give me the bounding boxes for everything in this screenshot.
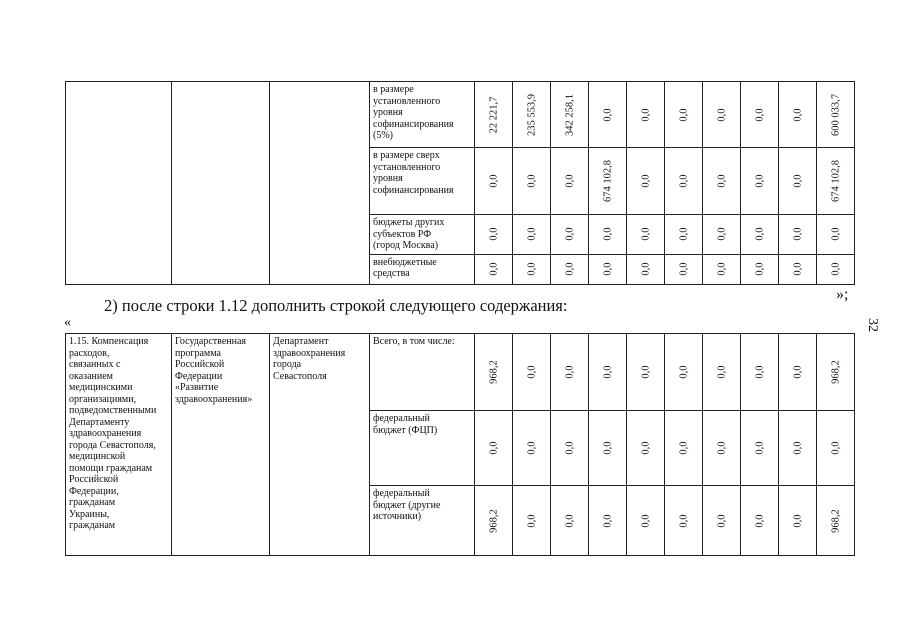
value-text: 0,0 [640,365,651,379]
value-cell [475,254,513,284]
value-cell [513,82,551,148]
value-text: 0,0 [716,513,727,528]
value-cell [589,82,627,148]
value-cell [741,82,779,148]
new-row-table [65,333,855,556]
value-text: 0,0 [754,227,765,241]
value-cell [627,486,665,556]
amendment-heading: 2) после строки 1.12 дополнить строкой следующего содержания: [104,296,568,315]
value-cell [513,254,551,284]
value-text: 0,0 [602,262,613,276]
value-cell [817,82,855,148]
value-cell [589,215,627,255]
value-text: 0,0 [792,365,803,379]
value-cell [665,411,703,486]
value-text: 0,0 [716,365,727,379]
value-text: 0,0 [564,513,575,528]
value-cell [475,215,513,255]
value-text: 0,0 [564,227,575,241]
value-text: 22 221,7 [488,96,499,133]
value-text: 0,0 [640,107,651,122]
value-text: 600 033,7 [830,93,841,136]
value-cell [703,334,741,411]
value-cell [589,334,627,411]
value-cell [817,215,855,255]
value-cell [551,411,589,486]
value-text: 0,0 [602,513,613,528]
table-row [66,334,855,411]
value-cell [475,486,513,556]
value-cell [589,148,627,215]
value-cell [817,148,855,215]
value-cell [551,82,589,148]
value-cell [741,334,779,411]
value-cell [703,486,741,556]
cell-text: внебюджетные средства [373,256,437,279]
continuation-table [65,81,855,285]
value-text: 0,0 [792,174,803,188]
value-text: 0,0 [602,227,613,241]
value-cell [703,411,741,486]
value-text: 0,0 [792,262,803,276]
value-text: 0,0 [526,227,537,241]
value-text: 0,0 [488,227,499,241]
value-cell [627,82,665,148]
value-cell [627,254,665,284]
value-cell [665,254,703,284]
value-text: 0,0 [678,107,689,122]
source-label [370,254,475,284]
executor-cell [270,82,370,285]
source-label [370,148,475,215]
cell-text: Всего, в том числе: [373,336,455,347]
source-label [370,215,475,255]
value-cell [703,148,741,215]
value-cell [703,82,741,148]
source-label [370,82,475,148]
closing-quote: »; [836,286,849,303]
value-cell [627,334,665,411]
value-cell [513,334,551,411]
value-text: 0,0 [564,441,575,455]
value-cell [665,148,703,215]
value-text: 0,0 [754,262,765,276]
value-cell [741,411,779,486]
value-text: 0,0 [602,365,613,379]
value-cell [779,82,817,148]
value-cell [817,486,855,556]
value-cell [779,254,817,284]
value-cell [475,148,513,215]
value-text: 0,0 [640,174,651,188]
value-text: 0,0 [830,262,841,276]
value-text: 968,2 [830,360,841,384]
value-text: 0,0 [716,174,727,188]
value-text: 0,0 [678,441,689,455]
value-text: 0,0 [526,513,537,528]
value-cell [627,411,665,486]
value-cell [589,486,627,556]
value-text: 0,0 [678,513,689,528]
value-text: 0,0 [716,262,727,276]
cell-text: Департамент здравоохранения города Севастополя [273,336,346,382]
value-cell [817,254,855,284]
value-text: 0,0 [754,107,765,122]
cell-text: федеральный бюджет (другие источники) [373,488,441,522]
source-label [370,411,475,486]
program-cell [172,334,270,556]
measure-cell [66,334,172,556]
value-cell [589,254,627,284]
table-row [66,82,855,148]
page-number: 32 [865,318,880,332]
value-cell [551,254,589,284]
value-cell [703,215,741,255]
value-cell [589,411,627,486]
value-text: 0,0 [640,441,651,455]
value-cell [513,215,551,255]
value-cell [779,215,817,255]
value-cell [741,148,779,215]
program-cell [66,82,172,285]
value-cell [665,215,703,255]
value-cell [779,411,817,486]
value-cell [741,254,779,284]
value-text: 0,0 [716,107,727,122]
source-label [370,334,475,411]
value-text: 0,0 [754,513,765,528]
value-cell [551,215,589,255]
value-text: 0,0 [716,441,727,455]
cell-text: в размере установленного уровня софинансирования (5%) [373,84,454,141]
opening-quote: « [64,315,71,330]
program-name-cell [172,82,270,285]
value-text: 0,0 [792,441,803,455]
value-cell [475,411,513,486]
value-text: 0,0 [564,174,575,188]
value-cell [741,215,779,255]
value-cell [513,148,551,215]
value-cell [475,82,513,148]
value-text: 0,0 [792,107,803,122]
value-cell [475,334,513,411]
value-text: 0,0 [488,441,499,455]
value-text: 0,0 [792,513,803,528]
value-cell [551,148,589,215]
cell-text: в размере сверх установленного уровня софинансирования [373,150,454,196]
value-text: 0,0 [488,262,499,276]
value-text: 0,0 [488,174,499,188]
value-text: 342 258,1 [564,93,575,136]
value-text: 0,0 [526,365,537,379]
cell-text: Государственная программа Российской Федерации «Развитие здравоохранения» [175,336,253,405]
value-cell [627,215,665,255]
value-text: 0,0 [602,441,613,455]
value-cell [627,148,665,215]
value-text: 0,0 [830,227,841,241]
cell-text: бюджеты других субъектов РФ (город Москва) [373,217,445,251]
value-cell [741,486,779,556]
value-text: 968,2 [488,360,499,384]
value-text: 0,0 [602,107,613,122]
value-text: 0,0 [678,227,689,241]
source-label [370,486,475,556]
value-cell [513,411,551,486]
value-cell [779,486,817,556]
value-text: 968,2 [830,508,841,533]
value-text: 674 102,8 [602,160,613,202]
value-text: 674 102,8 [830,160,841,202]
value-text: 0,0 [678,262,689,276]
value-cell [817,411,855,486]
value-text: 0,0 [526,262,537,276]
value-text: 0,0 [526,441,537,455]
value-text: 0,0 [640,227,651,241]
value-text: 0,0 [792,227,803,241]
value-cell [665,486,703,556]
value-text: 0,0 [754,365,765,379]
value-text: 0,0 [716,227,727,241]
cell-text: 1.15. Компенсация расходов, связанных с оказанием медицинскими организациями, подведомственными Департаменту здравоохранения города Севастополя, медицинской помощи гражданам Российской Федерации, гражданам Украины, гражданам [69,336,157,531]
value-cell [817,334,855,411]
value-cell [665,82,703,148]
value-cell [779,334,817,411]
cell-text: федеральный бюджет (ФЦП) [373,413,438,436]
value-cell [703,254,741,284]
value-cell [551,486,589,556]
value-cell [513,486,551,556]
value-text: 0,0 [754,441,765,455]
value-text: 235 553,9 [526,93,537,136]
value-text: 0,0 [564,262,575,276]
value-text: 0,0 [564,365,575,379]
value-text: 0,0 [640,262,651,276]
value-text: 0,0 [678,174,689,188]
executor-cell [270,334,370,556]
value-text: 0,0 [678,365,689,379]
value-text: 968,2 [488,508,499,533]
value-text: 0,0 [830,441,841,455]
value-cell [665,334,703,411]
value-text: 0,0 [526,174,537,188]
value-cell [779,148,817,215]
value-text: 0,0 [640,513,651,528]
value-cell [551,334,589,411]
value-text: 0,0 [754,174,765,188]
